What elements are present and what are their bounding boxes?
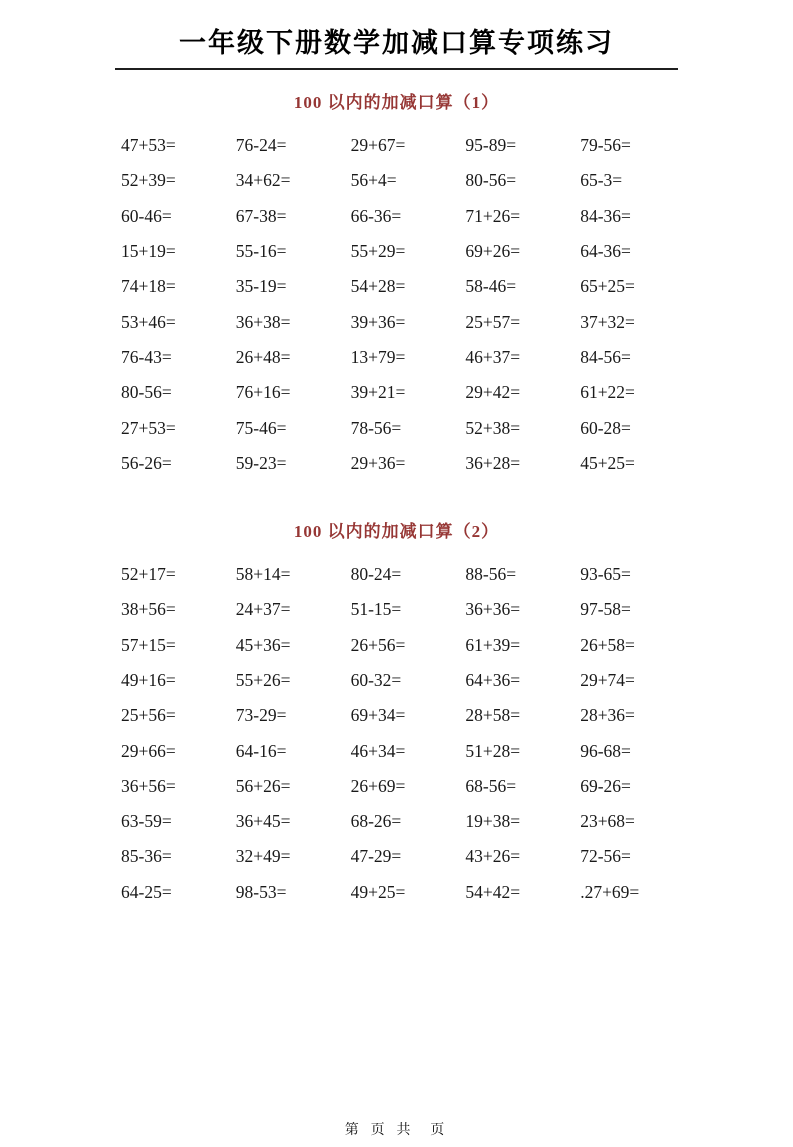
math-problem: 54+42=: [465, 881, 521, 902]
math-problem: 25+56=: [121, 705, 176, 726]
math-problem: 80-56=: [465, 170, 517, 191]
math-problem: 26+69=: [350, 775, 406, 796]
math-problem: 56+4=: [350, 170, 397, 191]
math-problem: 64-36=: [580, 241, 631, 262]
math-problem: 65+25=: [580, 276, 635, 297]
math-problem: 74+18=: [121, 276, 176, 297]
math-problem: 25+57=: [465, 311, 521, 332]
math-problem: 64-25=: [121, 881, 172, 902]
math-problem: 37+32=: [580, 311, 635, 332]
math-problem: 78-56=: [350, 417, 402, 438]
math-problem: 43+26=: [465, 846, 521, 867]
math-problem: 26+48=: [235, 346, 291, 367]
math-problem: 46+37=: [465, 346, 521, 367]
math-problem: 84-56=: [580, 346, 631, 367]
math-problem: 55+29=: [350, 241, 406, 262]
math-problem: 39+21=: [350, 382, 406, 403]
math-problem: 93-65=: [580, 564, 631, 585]
math-problem: 60-28=: [580, 417, 631, 438]
math-problem: 63-59=: [121, 811, 172, 832]
math-problem: 75-46=: [235, 417, 287, 438]
math-problem: 36+38=: [235, 311, 291, 332]
math-problem: 61+39=: [465, 634, 521, 655]
section-1-heading: 100 以内的加减口算（1）: [293, 93, 500, 112]
math-problem: 51+28=: [465, 740, 521, 761]
worksheet-page: [0, 25, 793, 1147]
math-problem: 80-56=: [121, 382, 172, 403]
math-problem: 79-56=: [580, 135, 631, 156]
math-problem: 58-46=: [465, 276, 517, 297]
math-problem: 60-32=: [350, 670, 402, 690]
math-problem: 52+38=: [465, 417, 521, 438]
math-problem: 46+34=: [350, 740, 406, 761]
math-problem: 60-46=: [121, 205, 172, 226]
math-problem: 36+56=: [121, 775, 176, 796]
math-problem: 51-15=: [350, 599, 402, 620]
section-1-problems-grid: [121, 128, 695, 481]
math-problem: 38+56=: [121, 599, 176, 620]
math-problem: 97-58=: [580, 599, 631, 620]
math-problem: 64+36=: [465, 670, 521, 690]
math-problem: 19+38=: [465, 811, 521, 832]
math-problem: 55+26=: [235, 670, 291, 690]
math-problem: 96-68=: [580, 740, 631, 761]
math-problem: 29+74=: [580, 670, 635, 690]
math-problem: 28+58=: [465, 705, 521, 726]
math-problem: 29+66=: [121, 740, 176, 761]
math-problem: 45+25=: [580, 452, 635, 473]
math-problem: 23+68=: [580, 811, 635, 832]
math-problem: 57+15=: [121, 634, 176, 655]
section-1: [0, 92, 793, 481]
section-2-problems-grid: [121, 557, 695, 910]
math-problem: 69-26=: [580, 775, 631, 796]
math-problem: 29+42=: [465, 382, 521, 403]
math-problem: 69+26=: [465, 241, 521, 262]
math-problem: 67-38=: [235, 205, 287, 226]
math-problem: 68-26=: [350, 811, 402, 832]
math-problem: 26+58=: [580, 634, 635, 655]
math-problem: 35-19=: [235, 276, 287, 297]
math-problem: 45+36=: [235, 634, 291, 655]
math-problem: 58+14=: [235, 564, 291, 585]
math-problem: 98-53=: [235, 881, 287, 902]
math-problem: 72-56=: [580, 846, 631, 867]
math-problem: 26+56=: [350, 634, 406, 655]
math-problem: 24+37=: [235, 599, 291, 620]
math-problem: 27+53=: [121, 417, 176, 438]
math-problem: 53+46=: [121, 311, 176, 332]
math-problem: 29+67=: [350, 135, 406, 156]
math-problem: 39+36=: [350, 311, 406, 332]
math-problem: 15+19=: [121, 241, 176, 262]
math-problem: 29+36=: [350, 452, 406, 473]
math-problem: 65-3=: [580, 170, 623, 191]
page-title: 一年级下册数学加减口算专项练习: [179, 28, 614, 58]
math-problem: 52+39=: [121, 170, 176, 191]
math-problem: 32+49=: [235, 846, 291, 867]
math-problem: 49+16=: [121, 670, 176, 690]
math-problem: 47-29=: [350, 846, 402, 867]
math-problem: 47+53=: [121, 135, 176, 156]
math-problem: 36+36=: [465, 599, 521, 620]
title-divider: [115, 68, 678, 70]
math-problem: 52+17=: [121, 564, 176, 585]
math-problem: 76-43=: [121, 346, 172, 367]
math-problem: 80-24=: [350, 564, 402, 585]
math-problem: 59-23=: [235, 452, 287, 473]
math-problem: 54+28=: [350, 276, 406, 297]
math-problem: 95-89=: [465, 135, 517, 156]
math-problem: 88-56=: [465, 564, 517, 585]
math-problem: 73-29=: [235, 705, 287, 726]
section-2: [0, 521, 793, 910]
math-problem: 69+34=: [350, 705, 406, 726]
math-problem: 49+25=: [350, 881, 406, 902]
math-problem: 28+36=: [580, 705, 635, 726]
math-problem: 61+22=: [580, 382, 635, 403]
section-2-heading: 100 以内的加减口算（2）: [293, 521, 500, 541]
math-problem: 68-56=: [465, 775, 517, 796]
math-problem: 76-24=: [235, 135, 287, 156]
math-problem: 56-26=: [121, 452, 172, 473]
math-problem: 64-16=: [235, 740, 287, 761]
page-footer: 第 页 共 页: [344, 1121, 449, 1137]
math-problem: .27+69=: [580, 881, 640, 902]
math-problem: 36+45=: [235, 811, 291, 832]
math-problem: 13+79=: [350, 346, 406, 367]
math-problem: 76+16=: [235, 382, 291, 403]
math-problem: 36+28=: [465, 452, 521, 473]
math-problem: 71+26=: [465, 205, 521, 226]
math-problem: 84-36=: [580, 205, 631, 226]
math-problem: 56+26=: [235, 775, 291, 796]
math-problem: 34+62=: [235, 170, 291, 191]
math-problem: 66-36=: [350, 205, 402, 226]
math-problem: 85-36=: [121, 846, 172, 867]
math-problem: 55-16=: [235, 241, 287, 262]
